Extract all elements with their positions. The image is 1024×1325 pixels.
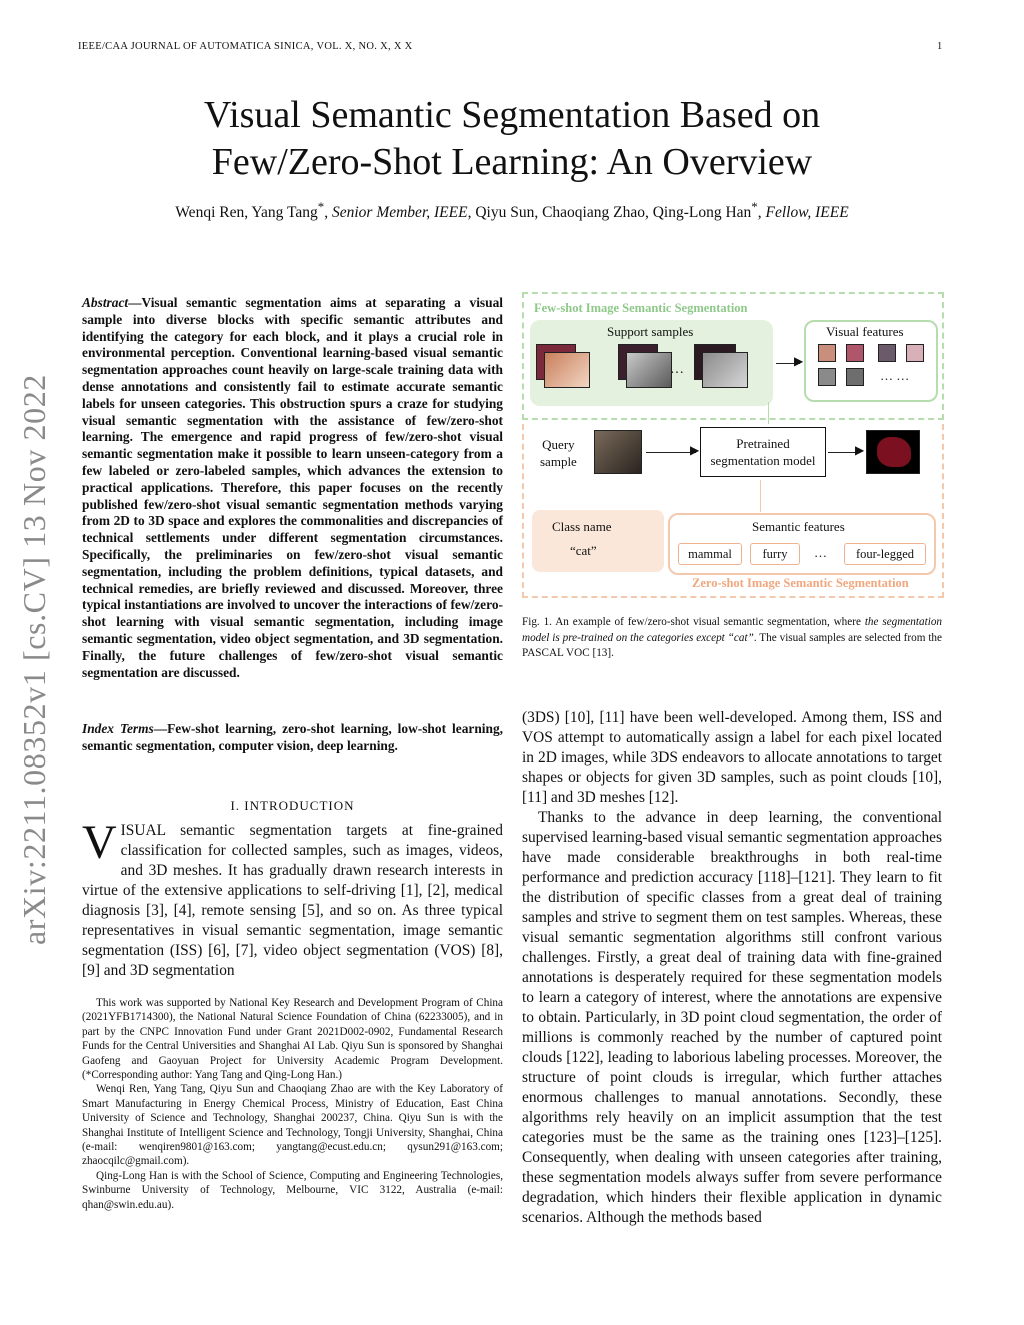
fellow-title: Fellow, IEEE [765,204,849,222]
figure-caption [522,615,942,662]
feature-patch-6 [846,368,864,386]
tag-mammal: mammal [678,543,742,565]
title-line-1: Visual Semantic Segmentation Based on [203,94,821,136]
caption-suffix: . The visual samples are selected from the PASCAL VOC [13]. [522,631,942,659]
right-paragraph-2: Thanks to the advance in deep learning, the conventional supervised learning-based visual semantic segmentation approaches have made considerable breakthroughs in both real-time performance and prediction accuracy [118]–[121]. They learn to fit the distribution of specific classes from a great deal of training samples and strive to segment them on test samples. Whereas, these visual semantic segmentation algorithms still confront various challenges. Firstly, a great deal of training data with fine-grained annotations is desperately required for these segmentation models to learn a category of interest, where the annotations are expensive to obtain. Particularly, in 3D point cloud segmentation, the order of millions is commonly reached by the number of captured point clouds [122], leading to laborious labeling processes. Moreover, the structure of point clouds is irregular, which further attaches enormous challenges to manual annotations. Secondly, these algorithms rely heavily on an implicit assumption that the test categories must be the same as the training ones [123]–[125]. Consequently, when dealing with unseen categories after training, these segmentation models always suffer from severe performance degradation, which hinders their flexible application in dynamic scenarios. Although the methods based [522,809,942,1226]
corresponding-mark-2: * [751,199,758,214]
visual-features-label: Visual features [826,324,904,339]
running-head: IEEE/CAA JOURNAL OF AUTOMATICA SINICA, VOL. X, NO. X, X X [78,41,413,52]
support-photo-2 [544,352,590,388]
footnote-affiliation-1: Wenqi Ren, Yang Tang, Qiyu Sun and Chaoqiang Zhao are with the Key Laboratory of Smart Manufacturing in Energy Chemical Process, Ministry of Education, East China University of Science and Technology, Shanghai 200237, China. Qiyu Sun is with the Shanghai Institute of Intelligent Science and Technology, Tongji University, Shanghai, China (e-mail: wenqiren9801@163.com; yangtang@ecust.edu.cn; qysun291@163.com; zhaocqilc@gmail.com). [82,1083,503,1168]
support-photo-6 [702,352,748,388]
index-terms-text: —Few-shot learning, zero-shot learning, low-shot learning, semantic segmentation, computer vision, deep learning. [82,721,503,753]
intro-paragraph: ISUAL semantic segmentation targets at fine-grained classification for collected samples, such as images, videos, and 3D meshes. It has gradually drawn research interests in virtue of the extensive applications to self-driving [1], [2], medical diagnosis [3], [4], remote sensing [5], and so on. As three typical representatives in visual semantic segmentation, image semantic segmentation (ISS) [6], [7], video object segmentation (VOS) [8], [9] and 3D segmentation [82,822,503,979]
index-terms-lead: Index Terms [82,721,154,736]
drop-cap: V [82,816,117,869]
footnote-affiliation-2: Qing-Long Han is with the School of Science, Computing and Engineering Technologies, Swinburne University of Technology, Melbourne, VIC 3122, Australia (e-mail: qhan@swin.edu.au). [82,1169,503,1211]
feature-patch-1 [818,344,836,362]
senior-member-title: Senior Member, IEEE [331,204,468,222]
abstract [82,295,503,681]
support-photo-4 [626,352,672,388]
authors-sep-2: , [757,204,766,222]
caption-prefix: Fig. 1. An example of few/zero-shot visual semantic segmentation, where [522,616,865,628]
class-name-label: Class name [552,519,612,534]
arrowhead-icon-2: ▶ [690,443,700,457]
corresponding-mark: * [317,199,325,214]
feature-patch-4 [906,344,924,362]
authors-part-1: Wenqi Ren, Yang Tang [175,204,318,222]
zero-shot-label: Zero-shot Image Semantic Segmentation [692,576,909,590]
feature-patch-5 [818,368,836,386]
author-list [40,199,984,222]
figure-1 [522,292,944,598]
tag-four-legged: four-legged [844,543,926,565]
pretrained-model-label: Pretrained segmentation model [710,436,816,468]
feature-patch-3 [878,344,896,362]
authors-part-2: , Qiyu Sun, Chaoqiang Zhao, Qing-Long Han [467,204,752,222]
class-name-value: “cat” [570,543,597,558]
features-ellipsis: … … [880,368,910,383]
authors-sep-1: , [324,204,332,222]
feature-patch-2 [846,344,864,362]
right-column-text [522,708,942,1228]
arxiv-stamp: arXiv:2211.08352v1 [cs.CV] 13 Nov 2022 [16,374,52,945]
arrowhead-icon: ▶ [794,354,804,368]
arrow-features-to-model [768,402,769,424]
support-samples-label: Support samples [607,324,694,339]
arrowhead-icon-3: ▶ [855,443,865,457]
page-number: 1 [937,41,943,52]
index-terms [82,721,503,755]
footnote-funding: This work was supported by National Key Research and Development Program of China (2021YFB1714300), the National Natural Science Foundation of China (62233005), and in part by the CNPC Innovation Fund under Grant 2021D002-0902, Fundamental Research Funds for the Central Universities and Shanghai AI Lab. Qiyu Sun is sponsored by Shanghai Gaofeng and Gaoyuan Project for University Academic Program Development. (*Corresponding author: Yang Tang and Qing-Long Han.) [82,997,503,1082]
support-ellipsis: … [670,362,684,377]
abstract-lead: Abstract [82,295,129,310]
right-paragraph-1: (3DS) [10], [11] have been well-developed. Among them, ISS and VOS attempt to automatically assign a label for each pixel located in 2D images, while 3DS endeavors to allocate annotations to target shapes or objects for given 3D samples, such as point clouds [10], [11] and 3D meshes [12]. [522,709,942,806]
semantic-features-label: Semantic features [752,519,845,534]
query-sample-label: Query sample [540,437,577,469]
caption-italic: the segmentation model is pre-trained on the categories except “cat” [522,616,943,644]
title-line-2: Few/Zero-Shot Learning: An Overview [211,141,813,183]
tag-furry: furry [750,543,800,565]
paper-title [60,92,964,186]
section-heading-introduction: I. INTRODUCTION [230,798,355,813]
introduction-text [82,816,503,981]
footnotes [82,996,503,1212]
abstract-text: —Visual semantic segmentation aims at separating a visual sample into diverse blocks with specific semantic attributes and identifying the category for each block, and it plays a crucial role in environmental perception. Conventional learning-based visual semantic segmentation approaches count heavily on large-scale training data with dense annotations and consistently fail to estimate accurate semantic labels for unseen categories. This obstruction spurs a craze for studying visual semantic segmentation with the assistance of few/zero-shot learning. The emergence and rapid progress of few/zero-shot visual semantic segmentation make it possible to learn unseen-category from a few labeled or zero-labeled samples, which advances the extension to practical applications. Therefore, this paper focuses on the recently published few/zero-shot visual semantic segmentation methods varying from 2D to 3D space and explores the commonalities and discrepancies of technical settlements under different segmentation circumstances. Specifically, the preliminaries on few/zero-shot visual semantic segmentation, including the problem definitions, typical datasets, and technical remedies, are briefly reviewed and discussed. Moreover, three typical instantiations are involved to uncover the interactions of few/zero-shot learning with visual semantic segmentation, including image semantic segmentation, video object segmentation, and 3D segmentation. Finally, the future challenges of few/zero-shot visual semantic segmentation are discussed. [82,295,503,680]
arrow-semantic-to-model [760,480,761,512]
tag-ellipsis: … [814,545,827,560]
few-shot-label: Few-shot Image Semantic Segmentation [534,301,748,315]
